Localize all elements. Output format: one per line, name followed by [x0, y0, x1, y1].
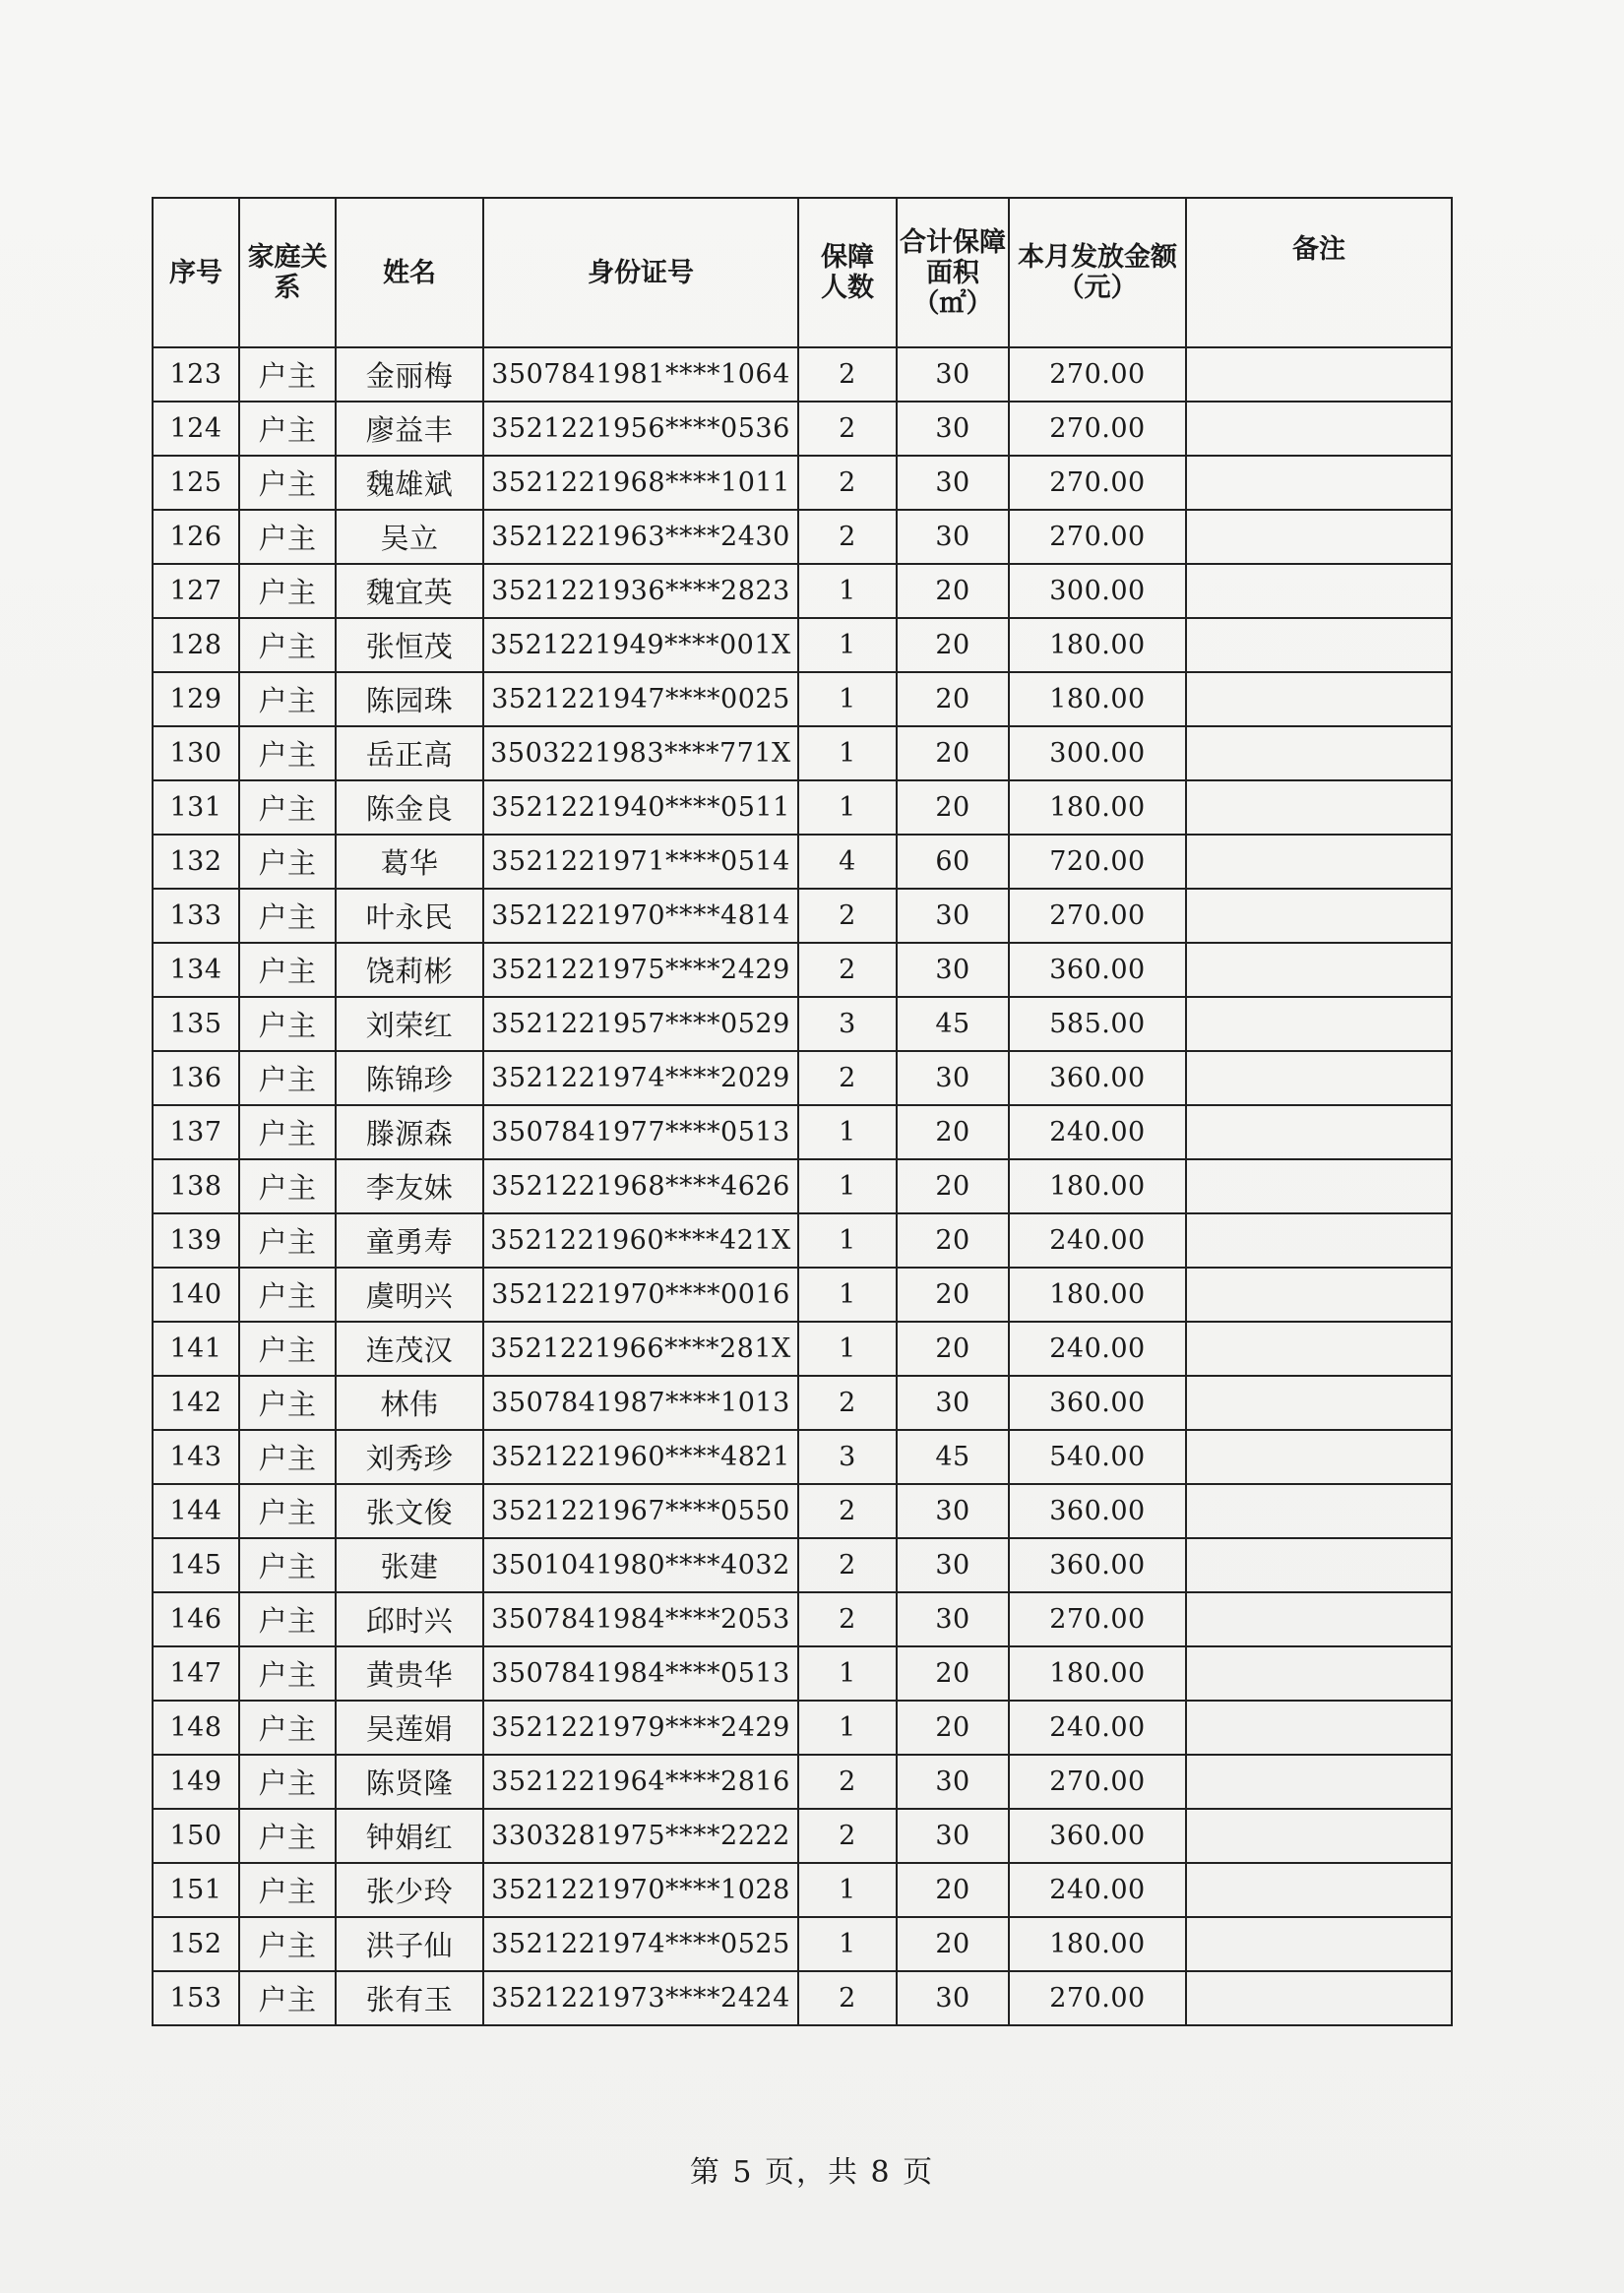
cell-area: 30	[897, 456, 1009, 510]
cell-persons: 2	[798, 1809, 897, 1863]
cell-seq: 137	[153, 1105, 239, 1159]
cell-seq: 149	[153, 1755, 239, 1809]
cell-seq: 139	[153, 1213, 239, 1268]
cell-amount: 270.00	[1009, 347, 1186, 402]
cell-persons: 1	[798, 1646, 897, 1701]
cell-persons: 2	[798, 1051, 897, 1105]
cell-note	[1186, 1592, 1452, 1646]
cell-note	[1186, 1105, 1452, 1159]
cell-note	[1186, 1917, 1452, 1971]
cell-note	[1186, 780, 1452, 835]
cell-persons: 2	[798, 1755, 897, 1809]
table-row	[153, 1809, 1452, 1863]
cell-persons: 2	[798, 1538, 897, 1592]
cell-seq: 136	[153, 1051, 239, 1105]
cell-persons: 2	[798, 402, 897, 456]
table-row	[153, 1971, 1452, 2025]
data-table	[152, 197, 1453, 2026]
table-row	[153, 835, 1452, 889]
cell-seq: 125	[153, 456, 239, 510]
table-row	[153, 1213, 1452, 1268]
table-row	[153, 1701, 1452, 1755]
cell-amount: 270.00	[1009, 510, 1186, 564]
cell-area: 30	[897, 347, 1009, 402]
cell-area: 20	[897, 1213, 1009, 1268]
cell-name: 廖益丰	[336, 402, 483, 456]
cell-relation: 户主	[239, 564, 336, 618]
header-relation: 家庭关系	[239, 198, 336, 347]
cell-id: 3521221970****0016	[483, 1268, 798, 1322]
cell-amount: 180.00	[1009, 1268, 1186, 1322]
cell-persons: 1	[798, 1701, 897, 1755]
cell-amount: 180.00	[1009, 618, 1186, 672]
cell-id: 3507841987****1013	[483, 1376, 798, 1430]
cell-note	[1186, 1159, 1452, 1213]
cell-relation: 户主	[239, 1268, 336, 1322]
header-amount: 本月发放金额（元）	[1009, 198, 1186, 347]
cell-note	[1186, 1701, 1452, 1755]
cell-area: 30	[897, 402, 1009, 456]
cell-id: 3521221968****1011	[483, 456, 798, 510]
cell-id: 3521221967****0550	[483, 1484, 798, 1538]
table-row	[153, 943, 1452, 997]
cell-seq: 132	[153, 835, 239, 889]
table-row	[153, 618, 1452, 672]
cell-id: 3303281975****2222	[483, 1809, 798, 1863]
cell-name: 邱时兴	[336, 1592, 483, 1646]
cell-name: 葛华	[336, 835, 483, 889]
cell-persons: 3	[798, 997, 897, 1051]
cell-id: 3521221949****001X	[483, 618, 798, 672]
cell-id: 3521221979****2429	[483, 1701, 798, 1755]
cell-persons: 2	[798, 456, 897, 510]
cell-id: 3521221974****0525	[483, 1917, 798, 1971]
cell-area: 30	[897, 1484, 1009, 1538]
cell-seq: 147	[153, 1646, 239, 1701]
cell-amount: 270.00	[1009, 402, 1186, 456]
cell-relation: 户主	[239, 1755, 336, 1809]
cell-relation: 户主	[239, 1430, 336, 1484]
cell-name: 刘秀珍	[336, 1430, 483, 1484]
table-row	[153, 1430, 1452, 1484]
cell-relation: 户主	[239, 889, 336, 943]
page-footer	[0, 2147, 1624, 2191]
cell-area: 20	[897, 1268, 1009, 1322]
cell-persons: 2	[798, 889, 897, 943]
cell-persons: 2	[798, 1592, 897, 1646]
cell-seq: 133	[153, 889, 239, 943]
cell-seq: 145	[153, 1538, 239, 1592]
cell-note	[1186, 1971, 1452, 2025]
cell-amount: 720.00	[1009, 835, 1186, 889]
cell-relation: 户主	[239, 1701, 336, 1755]
cell-persons: 1	[798, 1322, 897, 1376]
table-row	[153, 1646, 1452, 1701]
cell-area: 30	[897, 1971, 1009, 2025]
cell-note	[1186, 889, 1452, 943]
cell-name: 张有玉	[336, 1971, 483, 2025]
table-row	[153, 1159, 1452, 1213]
cell-amount: 240.00	[1009, 1322, 1186, 1376]
table-row	[153, 1538, 1452, 1592]
cell-area: 30	[897, 510, 1009, 564]
page-number: 第 5 页，共 8 页	[689, 2155, 935, 2190]
cell-seq: 134	[153, 943, 239, 997]
cell-area: 20	[897, 780, 1009, 835]
cell-relation: 户主	[239, 510, 336, 564]
cell-name: 吴立	[336, 510, 483, 564]
cell-area: 20	[897, 1646, 1009, 1701]
cell-name: 李友妹	[336, 1159, 483, 1213]
cell-relation: 户主	[239, 1105, 336, 1159]
cell-name: 张少玲	[336, 1863, 483, 1917]
cell-relation: 户主	[239, 835, 336, 889]
cell-relation: 户主	[239, 1971, 336, 2025]
cell-persons: 2	[798, 1971, 897, 2025]
cell-area: 20	[897, 1863, 1009, 1917]
cell-seq: 148	[153, 1701, 239, 1755]
cell-area: 20	[897, 672, 1009, 726]
cell-id: 3521221956****0536	[483, 402, 798, 456]
cell-name: 金丽梅	[336, 347, 483, 402]
cell-note	[1186, 1755, 1452, 1809]
table-row	[153, 1376, 1452, 1430]
table-row	[153, 1755, 1452, 1809]
cell-note	[1186, 1538, 1452, 1592]
cell-amount: 360.00	[1009, 1484, 1186, 1538]
cell-note	[1186, 1322, 1452, 1376]
cell-seq: 151	[153, 1863, 239, 1917]
table-row	[153, 997, 1452, 1051]
cell-id: 3521221964****2816	[483, 1755, 798, 1809]
cell-persons: 1	[798, 1268, 897, 1322]
cell-relation: 户主	[239, 347, 336, 402]
cell-name: 张恒茂	[336, 618, 483, 672]
cell-seq: 135	[153, 997, 239, 1051]
cell-seq: 131	[153, 780, 239, 835]
cell-note	[1186, 1268, 1452, 1322]
header-area: 合计保障面积（㎡）	[897, 198, 1009, 347]
cell-name: 魏宜英	[336, 564, 483, 618]
cell-note	[1186, 618, 1452, 672]
cell-amount: 240.00	[1009, 1701, 1186, 1755]
cell-relation: 户主	[239, 1376, 336, 1430]
cell-name: 虞明兴	[336, 1268, 483, 1322]
cell-note	[1186, 997, 1452, 1051]
cell-relation: 户主	[239, 1484, 336, 1538]
cell-relation: 户主	[239, 726, 336, 780]
cell-seq: 142	[153, 1376, 239, 1430]
cell-relation: 户主	[239, 780, 336, 835]
cell-amount: 180.00	[1009, 1159, 1186, 1213]
cell-name: 饶莉彬	[336, 943, 483, 997]
cell-id: 3521221970****1028	[483, 1863, 798, 1917]
cell-name: 滕源森	[336, 1105, 483, 1159]
cell-id: 3507841984****0513	[483, 1646, 798, 1701]
cell-amount: 270.00	[1009, 889, 1186, 943]
cell-seq: 150	[153, 1809, 239, 1863]
cell-name: 黄贵华	[336, 1646, 483, 1701]
cell-id: 3521221970****4814	[483, 889, 798, 943]
cell-relation: 户主	[239, 943, 336, 997]
cell-amount: 360.00	[1009, 943, 1186, 997]
cell-amount: 270.00	[1009, 1755, 1186, 1809]
cell-area: 20	[897, 726, 1009, 780]
header-id: 身份证号	[483, 198, 798, 347]
cell-area: 20	[897, 1917, 1009, 1971]
cell-id: 3521221973****2424	[483, 1971, 798, 2025]
cell-amount: 540.00	[1009, 1430, 1186, 1484]
cell-relation: 户主	[239, 1592, 336, 1646]
cell-relation: 户主	[239, 456, 336, 510]
cell-name: 连茂汉	[336, 1322, 483, 1376]
cell-relation: 户主	[239, 1538, 336, 1592]
cell-amount: 360.00	[1009, 1538, 1186, 1592]
cell-note	[1186, 1051, 1452, 1105]
cell-name: 魏雄斌	[336, 456, 483, 510]
table-header-row	[153, 198, 1452, 347]
cell-id: 3521221974****2029	[483, 1051, 798, 1105]
cell-relation: 户主	[239, 618, 336, 672]
cell-name: 陈锦珍	[336, 1051, 483, 1105]
cell-note	[1186, 1376, 1452, 1430]
cell-id: 3521221957****0529	[483, 997, 798, 1051]
cell-amount: 240.00	[1009, 1105, 1186, 1159]
table-row	[153, 1592, 1452, 1646]
table-row	[153, 672, 1452, 726]
cell-note	[1186, 726, 1452, 780]
cell-seq: 126	[153, 510, 239, 564]
table-row	[153, 402, 1452, 456]
cell-id: 3521221947****0025	[483, 672, 798, 726]
cell-amount: 300.00	[1009, 726, 1186, 780]
cell-persons: 2	[798, 1484, 897, 1538]
cell-note	[1186, 1213, 1452, 1268]
cell-area: 60	[897, 835, 1009, 889]
cell-amount: 270.00	[1009, 1971, 1186, 2025]
table-row	[153, 1051, 1452, 1105]
cell-persons: 3	[798, 1430, 897, 1484]
cell-name: 陈园珠	[336, 672, 483, 726]
cell-seq: 141	[153, 1322, 239, 1376]
cell-name: 吴莲娟	[336, 1701, 483, 1755]
table-row	[153, 510, 1452, 564]
cell-area: 20	[897, 1322, 1009, 1376]
header-persons: 保障人数	[798, 198, 897, 347]
cell-note	[1186, 1430, 1452, 1484]
cell-id: 3521221936****2823	[483, 564, 798, 618]
cell-id: 3507841981****1064	[483, 347, 798, 402]
cell-relation: 户主	[239, 997, 336, 1051]
cell-area: 30	[897, 1051, 1009, 1105]
cell-id: 3521221968****4626	[483, 1159, 798, 1213]
cell-area: 20	[897, 564, 1009, 618]
cell-amount: 180.00	[1009, 1917, 1186, 1971]
cell-id: 3521221971****0514	[483, 835, 798, 889]
cell-id: 3521221940****0511	[483, 780, 798, 835]
cell-persons: 2	[798, 510, 897, 564]
cell-area: 30	[897, 889, 1009, 943]
cell-seq: 127	[153, 564, 239, 618]
cell-note	[1186, 1809, 1452, 1863]
cell-id: 3507841977****0513	[483, 1105, 798, 1159]
cell-area: 20	[897, 1105, 1009, 1159]
cell-amount: 360.00	[1009, 1051, 1186, 1105]
cell-note	[1186, 943, 1452, 997]
cell-id: 3503221983****771X	[483, 726, 798, 780]
cell-amount: 240.00	[1009, 1213, 1186, 1268]
cell-area: 45	[897, 1430, 1009, 1484]
table-row	[153, 1268, 1452, 1322]
table-row	[153, 564, 1452, 618]
cell-amount: 360.00	[1009, 1809, 1186, 1863]
cell-area: 30	[897, 1755, 1009, 1809]
cell-seq: 123	[153, 347, 239, 402]
cell-area: 20	[897, 1159, 1009, 1213]
cell-note	[1186, 835, 1452, 889]
cell-amount: 180.00	[1009, 1646, 1186, 1701]
cell-note	[1186, 564, 1452, 618]
cell-amount: 240.00	[1009, 1863, 1186, 1917]
cell-persons: 1	[798, 1213, 897, 1268]
cell-note	[1186, 1484, 1452, 1538]
cell-seq: 152	[153, 1917, 239, 1971]
cell-relation: 户主	[239, 1809, 336, 1863]
cell-persons: 2	[798, 943, 897, 997]
cell-area: 30	[897, 1809, 1009, 1863]
cell-name: 张建	[336, 1538, 483, 1592]
cell-seq: 144	[153, 1484, 239, 1538]
cell-name: 童勇寿	[336, 1213, 483, 1268]
cell-id: 3507841984****2053	[483, 1592, 798, 1646]
cell-amount: 180.00	[1009, 780, 1186, 835]
table-row	[153, 1322, 1452, 1376]
cell-area: 20	[897, 618, 1009, 672]
cell-area: 30	[897, 1592, 1009, 1646]
cell-note	[1186, 510, 1452, 564]
cell-id: 3521221963****2430	[483, 510, 798, 564]
table-row	[153, 1105, 1452, 1159]
cell-relation: 户主	[239, 672, 336, 726]
cell-id: 3521221975****2429	[483, 943, 798, 997]
header-name: 姓名	[336, 198, 483, 347]
cell-persons: 1	[798, 1917, 897, 1971]
cell-id: 3521221966****281X	[483, 1322, 798, 1376]
cell-relation: 户主	[239, 1646, 336, 1701]
cell-name: 洪子仙	[336, 1917, 483, 1971]
cell-note	[1186, 402, 1452, 456]
cell-note	[1186, 456, 1452, 510]
cell-relation: 户主	[239, 402, 336, 456]
cell-name: 林伟	[336, 1376, 483, 1430]
cell-area: 45	[897, 997, 1009, 1051]
cell-area: 30	[897, 1376, 1009, 1430]
cell-note	[1186, 1646, 1452, 1701]
cell-note	[1186, 1863, 1452, 1917]
cell-seq: 153	[153, 1971, 239, 2025]
cell-persons: 1	[798, 726, 897, 780]
cell-persons: 1	[798, 780, 897, 835]
cell-relation: 户主	[239, 1917, 336, 1971]
cell-persons: 1	[798, 672, 897, 726]
cell-name: 岳正高	[336, 726, 483, 780]
cell-amount: 300.00	[1009, 564, 1186, 618]
cell-amount: 180.00	[1009, 672, 1186, 726]
cell-amount: 585.00	[1009, 997, 1186, 1051]
cell-persons: 1	[798, 1159, 897, 1213]
cell-relation: 户主	[239, 1863, 336, 1917]
cell-amount: 270.00	[1009, 1592, 1186, 1646]
cell-persons: 4	[798, 835, 897, 889]
cell-seq: 138	[153, 1159, 239, 1213]
cell-seq: 124	[153, 402, 239, 456]
cell-relation: 户主	[239, 1159, 336, 1213]
cell-name: 钟娟红	[336, 1809, 483, 1863]
cell-name: 陈金良	[336, 780, 483, 835]
table-row	[153, 347, 1452, 402]
table-body	[153, 347, 1452, 2025]
cell-id: 3521221960****421X	[483, 1213, 798, 1268]
cell-note	[1186, 347, 1452, 402]
cell-persons: 2	[798, 347, 897, 402]
cell-relation: 户主	[239, 1213, 336, 1268]
table-row	[153, 1863, 1452, 1917]
cell-id: 3521221960****4821	[483, 1430, 798, 1484]
cell-amount: 270.00	[1009, 456, 1186, 510]
header-note: 备注	[1186, 198, 1452, 347]
cell-persons: 2	[798, 1376, 897, 1430]
cell-note	[1186, 672, 1452, 726]
table-row	[153, 780, 1452, 835]
header-seq: 序号	[153, 198, 239, 347]
cell-persons: 1	[798, 618, 897, 672]
cell-relation: 户主	[239, 1051, 336, 1105]
cell-seq: 143	[153, 1430, 239, 1484]
cell-relation: 户主	[239, 1322, 336, 1376]
table-row	[153, 889, 1452, 943]
cell-name: 叶永民	[336, 889, 483, 943]
table-row	[153, 726, 1452, 780]
cell-name: 陈贤隆	[336, 1755, 483, 1809]
cell-amount: 360.00	[1009, 1376, 1186, 1430]
cell-name: 张文俊	[336, 1484, 483, 1538]
cell-persons: 1	[798, 1863, 897, 1917]
table-row	[153, 456, 1452, 510]
cell-persons: 1	[798, 564, 897, 618]
table-row	[153, 1484, 1452, 1538]
cell-seq: 130	[153, 726, 239, 780]
table-row	[153, 1917, 1452, 1971]
cell-area: 30	[897, 1538, 1009, 1592]
cell-id: 3501041980****4032	[483, 1538, 798, 1592]
cell-seq: 140	[153, 1268, 239, 1322]
cell-area: 30	[897, 943, 1009, 997]
cell-persons: 1	[798, 1105, 897, 1159]
cell-seq: 129	[153, 672, 239, 726]
cell-seq: 128	[153, 618, 239, 672]
cell-seq: 146	[153, 1592, 239, 1646]
cell-area: 20	[897, 1701, 1009, 1755]
cell-name: 刘荣红	[336, 997, 483, 1051]
